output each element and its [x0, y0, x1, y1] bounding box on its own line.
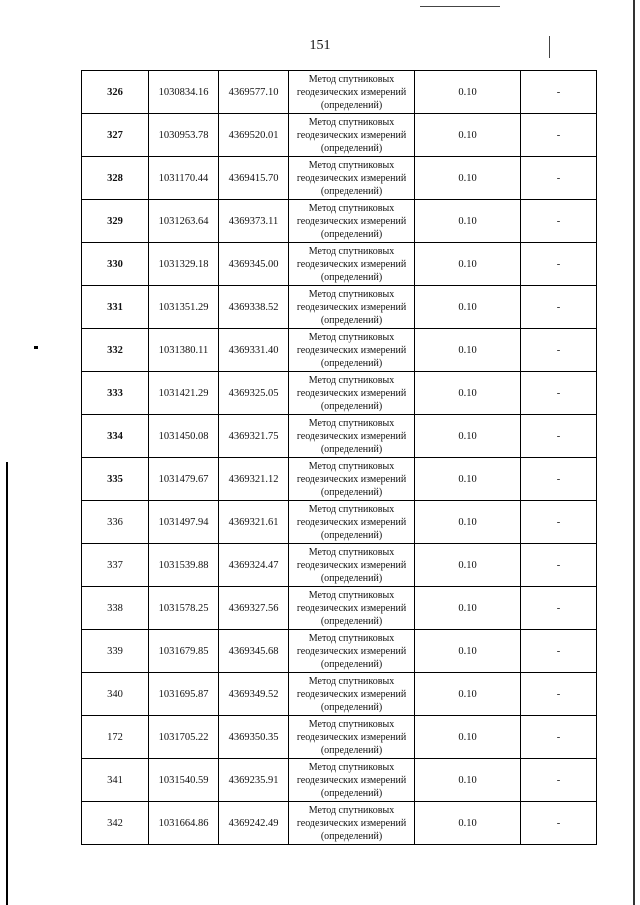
- method-line: Метод спутниковых: [308, 73, 395, 85]
- method-line: геодезических измерений: [296, 301, 407, 313]
- point-number-cell: 335: [82, 458, 149, 501]
- note-cell: -: [521, 157, 597, 200]
- method-line: геодезических измерений: [296, 258, 407, 270]
- y-coordinate-cell: 4369345.00: [219, 243, 289, 286]
- method-line: Метод спутниковых: [308, 761, 395, 773]
- note-cell: -: [521, 372, 597, 415]
- method-line: (определений): [320, 658, 383, 670]
- method-line: (определений): [320, 400, 383, 412]
- method-line: (определений): [320, 185, 383, 197]
- note-cell: -: [521, 329, 597, 372]
- method-line: (определений): [320, 142, 383, 154]
- method-line: геодезических измерений: [296, 817, 407, 829]
- method-cell: [289, 71, 415, 114]
- method-line: геодезических измерений: [296, 344, 407, 356]
- point-number-cell: 342: [82, 802, 149, 845]
- note-cell: -: [521, 71, 597, 114]
- method-line: Метод спутниковых: [308, 675, 395, 687]
- x-coordinate-cell: 1030953.78: [149, 114, 219, 157]
- method-line: Метод спутниковых: [308, 245, 395, 257]
- accuracy-cell: 0.10: [415, 71, 521, 114]
- accuracy-cell: 0.10: [415, 587, 521, 630]
- method-line: геодезических измерений: [296, 688, 407, 700]
- method-line: Метод спутниковых: [308, 804, 395, 816]
- y-coordinate-cell: 4369321.75: [219, 415, 289, 458]
- method-line: (определений): [320, 271, 383, 283]
- table-row: [82, 458, 597, 501]
- y-coordinate-cell: 4369321.61: [219, 501, 289, 544]
- table-row: [82, 759, 597, 802]
- method-line: геодезических измерений: [296, 602, 407, 614]
- x-coordinate-cell: 1031421.29: [149, 372, 219, 415]
- note-cell: -: [521, 243, 597, 286]
- method-line: Метод спутниковых: [308, 718, 395, 730]
- x-coordinate-cell: 1031664.86: [149, 802, 219, 845]
- point-number-cell: 172: [82, 716, 149, 759]
- method-line: (определений): [320, 701, 383, 713]
- x-coordinate-cell: 1031695.87: [149, 673, 219, 716]
- method-cell: [289, 200, 415, 243]
- accuracy-cell: 0.10: [415, 501, 521, 544]
- note-cell: -: [521, 716, 597, 759]
- method-line: (определений): [320, 99, 383, 111]
- method-line: Метод спутниковых: [308, 503, 395, 515]
- y-coordinate-cell: 4369325.05: [219, 372, 289, 415]
- method-line: (определений): [320, 572, 383, 584]
- method-cell: [289, 587, 415, 630]
- method-cell: [289, 716, 415, 759]
- method-line: (определений): [320, 486, 383, 498]
- y-coordinate-cell: 4369373.11: [219, 200, 289, 243]
- method-line: геодезических измерений: [296, 645, 407, 657]
- accuracy-cell: 0.10: [415, 673, 521, 716]
- table-row: [82, 71, 597, 114]
- method-cell: [289, 544, 415, 587]
- y-coordinate-cell: 4369242.49: [219, 802, 289, 845]
- point-number-cell: 334: [82, 415, 149, 458]
- method-cell: [289, 673, 415, 716]
- method-line: геодезических измерений: [296, 129, 407, 141]
- x-coordinate-cell: 1031263.64: [149, 200, 219, 243]
- point-number-cell: 329: [82, 200, 149, 243]
- method-line: геодезических измерений: [296, 559, 407, 571]
- accuracy-cell: 0.10: [415, 716, 521, 759]
- table-row: [82, 630, 597, 673]
- method-line: Метод спутниковых: [308, 589, 395, 601]
- scan-top-line: [420, 6, 500, 7]
- note-cell: -: [521, 458, 597, 501]
- table-row: [82, 544, 597, 587]
- y-coordinate-cell: 4369321.12: [219, 458, 289, 501]
- accuracy-cell: 0.10: [415, 200, 521, 243]
- accuracy-cell: 0.10: [415, 372, 521, 415]
- x-coordinate-cell: 1030834.16: [149, 71, 219, 114]
- method-cell: [289, 759, 415, 802]
- point-number-cell: 331: [82, 286, 149, 329]
- y-coordinate-cell: 4369415.70: [219, 157, 289, 200]
- x-coordinate-cell: 1031329.18: [149, 243, 219, 286]
- method-line: геодезических измерений: [296, 516, 407, 528]
- method-cell: [289, 802, 415, 845]
- y-coordinate-cell: 4369577.10: [219, 71, 289, 114]
- x-coordinate-cell: 1031497.94: [149, 501, 219, 544]
- method-cell: [289, 415, 415, 458]
- y-coordinate-cell: 4369349.52: [219, 673, 289, 716]
- note-cell: -: [521, 759, 597, 802]
- y-coordinate-cell: 4369338.52: [219, 286, 289, 329]
- method-cell: [289, 157, 415, 200]
- table-row: [82, 243, 597, 286]
- x-coordinate-cell: 1031170.44: [149, 157, 219, 200]
- point-number-cell: 336: [82, 501, 149, 544]
- method-line: Метод спутниковых: [308, 202, 395, 214]
- scan-left-dot: [34, 346, 38, 349]
- method-line: (определений): [320, 830, 383, 842]
- method-line: (определений): [320, 443, 383, 455]
- note-cell: -: [521, 501, 597, 544]
- x-coordinate-cell: 1031479.67: [149, 458, 219, 501]
- table-row: [82, 587, 597, 630]
- method-cell: [289, 114, 415, 157]
- table-row: [82, 802, 597, 845]
- point-number-cell: 339: [82, 630, 149, 673]
- table-row: [82, 329, 597, 372]
- method-line: Метод спутниковых: [308, 374, 395, 386]
- x-coordinate-cell: 1031679.85: [149, 630, 219, 673]
- method-cell: [289, 501, 415, 544]
- accuracy-cell: 0.10: [415, 286, 521, 329]
- note-cell: -: [521, 673, 597, 716]
- scan-left-edge-mark: [6, 462, 8, 905]
- method-line: геодезических измерений: [296, 731, 407, 743]
- accuracy-cell: 0.10: [415, 458, 521, 501]
- y-coordinate-cell: 4369520.01: [219, 114, 289, 157]
- note-cell: -: [521, 415, 597, 458]
- method-cell: [289, 243, 415, 286]
- accuracy-cell: 0.10: [415, 544, 521, 587]
- x-coordinate-cell: 1031539.88: [149, 544, 219, 587]
- scan-right-edge-mark: [633, 0, 635, 905]
- method-line: геодезических измерений: [296, 430, 407, 442]
- method-cell: [289, 372, 415, 415]
- x-coordinate-cell: 1031450.08: [149, 415, 219, 458]
- point-number-cell: 330: [82, 243, 149, 286]
- table-row: [82, 114, 597, 157]
- table-row: [82, 286, 597, 329]
- method-line: геодезических измерений: [296, 473, 407, 485]
- table-row: [82, 501, 597, 544]
- method-line: (определений): [320, 529, 383, 541]
- y-coordinate-cell: 4369327.56: [219, 587, 289, 630]
- note-cell: -: [521, 630, 597, 673]
- y-coordinate-cell: 4369324.47: [219, 544, 289, 587]
- point-number-cell: 327: [82, 114, 149, 157]
- note-cell: -: [521, 802, 597, 845]
- note-cell: -: [521, 544, 597, 587]
- point-number-cell: 341: [82, 759, 149, 802]
- method-line: геодезических измерений: [296, 215, 407, 227]
- y-coordinate-cell: 4369235.91: [219, 759, 289, 802]
- method-line: геодезических измерений: [296, 387, 407, 399]
- method-line: Метод спутниковых: [308, 116, 395, 128]
- method-line: Метод спутниковых: [308, 288, 395, 300]
- table-row: [82, 200, 597, 243]
- coordinates-table: [81, 70, 597, 845]
- point-number-cell: 340: [82, 673, 149, 716]
- method-cell: [289, 630, 415, 673]
- method-line: геодезических измерений: [296, 774, 407, 786]
- table-row: [82, 415, 597, 458]
- note-cell: -: [521, 200, 597, 243]
- accuracy-cell: 0.10: [415, 157, 521, 200]
- y-coordinate-cell: 4369350.35: [219, 716, 289, 759]
- table-row: [82, 372, 597, 415]
- point-number-cell: 333: [82, 372, 149, 415]
- note-cell: -: [521, 286, 597, 329]
- x-coordinate-cell: 1031351.29: [149, 286, 219, 329]
- point-number-cell: 332: [82, 329, 149, 372]
- method-line: Метод спутниковых: [308, 331, 395, 343]
- method-cell: [289, 329, 415, 372]
- method-line: Метод спутниковых: [308, 417, 395, 429]
- point-number-cell: 337: [82, 544, 149, 587]
- table-row: [82, 157, 597, 200]
- x-coordinate-cell: 1031578.25: [149, 587, 219, 630]
- point-number-cell: 338: [82, 587, 149, 630]
- method-cell: [289, 286, 415, 329]
- method-line: (определений): [320, 357, 383, 369]
- point-number-cell: 328: [82, 157, 149, 200]
- y-coordinate-cell: 4369345.68: [219, 630, 289, 673]
- method-line: Метод спутниковых: [308, 159, 395, 171]
- accuracy-cell: 0.10: [415, 630, 521, 673]
- y-coordinate-cell: 4369331.40: [219, 329, 289, 372]
- note-cell: -: [521, 114, 597, 157]
- method-line: Метод спутниковых: [308, 460, 395, 472]
- table-row: [82, 716, 597, 759]
- table-row: [82, 673, 597, 716]
- method-cell: [289, 458, 415, 501]
- point-number-cell: 326: [82, 71, 149, 114]
- accuracy-cell: 0.10: [415, 415, 521, 458]
- method-line: Метод спутниковых: [308, 546, 395, 558]
- accuracy-cell: 0.10: [415, 114, 521, 157]
- method-line: Метод спутниковых: [308, 632, 395, 644]
- note-cell: -: [521, 587, 597, 630]
- x-coordinate-cell: 1031705.22: [149, 716, 219, 759]
- accuracy-cell: 0.10: [415, 802, 521, 845]
- method-line: (определений): [320, 744, 383, 756]
- method-line: (определений): [320, 228, 383, 240]
- accuracy-cell: 0.10: [415, 759, 521, 802]
- method-line: геодезических измерений: [296, 172, 407, 184]
- x-coordinate-cell: 1031540.59: [149, 759, 219, 802]
- method-line: геодезических измерений: [296, 86, 407, 98]
- page-number: 151: [309, 38, 331, 53]
- method-line: (определений): [320, 615, 383, 627]
- accuracy-cell: 0.10: [415, 243, 521, 286]
- method-line: (определений): [320, 787, 383, 799]
- x-coordinate-cell: 1031380.11: [149, 329, 219, 372]
- method-line: (определений): [320, 314, 383, 326]
- accuracy-cell: 0.10: [415, 329, 521, 372]
